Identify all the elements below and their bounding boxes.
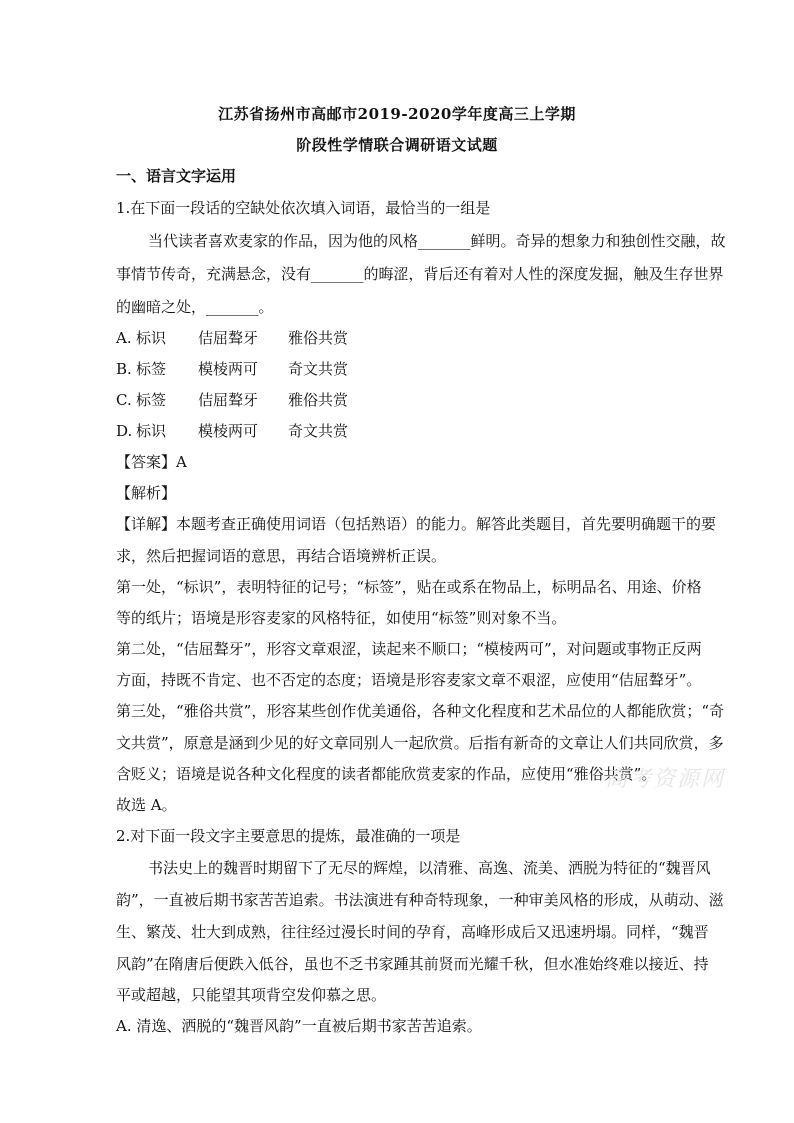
option-word: 雅俗共赏 [288, 391, 349, 409]
q2-passage-line: 风韵”在隋唐后便跌入低谷，虽也不乏书家踵其前贤而光耀千秋，但水准始终难以接近、持 [116, 955, 709, 973]
option-word: 标签 [136, 360, 167, 378]
q1-option-a [116, 328, 349, 348]
q1-option-b [116, 359, 349, 379]
option-word: 标识 [136, 422, 167, 440]
q1-detail-line: 故选 A。 [116, 796, 177, 814]
option-word: 奇文共赏 [288, 360, 349, 378]
q1-option-d [116, 421, 349, 441]
option-word: 模棱两可 [198, 360, 259, 378]
doc-title-line2: 阶段性学情联合调研语文试题 [296, 136, 498, 154]
q1-passage-line: 当代读者喜欢麦家的作品，因为他的风格_______鲜明。奇异的想象力和独创性交融，故 [148, 232, 726, 250]
q1-detail-line: 第二处，“佶屈聱牙”，形容文章艰涩，读起来不顺口；“模棱两可”，对问题或事物正反两 [116, 640, 702, 658]
option-word: 标签 [136, 391, 167, 409]
option-word: 雅俗共赏 [288, 329, 349, 347]
option-letter: B. [116, 360, 132, 378]
option-word: 标识 [136, 329, 167, 347]
q2-passage-line: 书法史上的魏晋时期留下了无尽的辉煌，以清雅、高逸、流美、洒脱为特征的“魏晋风 [148, 859, 711, 877]
q1-detail-line: 文共赏”，原意是涵到少见的好文章同别人一起欣赏。后指有新奇的文章让人们共同欣赏，多 [116, 734, 724, 752]
q1-detail-line: 【详解】本题考查正确使用词语（包括熟语）的能力。解答此类题目，首先要明确题干的要 [116, 515, 717, 533]
option-word: 佶屈聱牙 [198, 329, 259, 347]
option-letter: C. [116, 391, 132, 409]
option-letter: A. [116, 329, 132, 347]
q2-passage-line: 韵”，一直被后期书家苦苦追索。书法演进有种奇特现象，一种审美风格的形成，从萌动、滋 [116, 891, 724, 909]
q2-passage-line: 平或超越，只能望其项背空发仰慕之思。 [116, 986, 387, 1004]
section-heading: 一、语言文字运用 [116, 167, 237, 185]
q1-detail-line: 方面，持既不肯定、也不否定的态度；语境是形容麦家文章不艰涩，应使用“佶屈聱牙”。 [116, 671, 702, 689]
option-letter: D. [116, 422, 133, 440]
q1-option-c [116, 390, 349, 410]
q1-detail-line: 第三处，“雅俗共赏”，形容某些创作优美通俗，各种文化程度和艺术品位的人都能欣赏；“奇 [116, 702, 725, 720]
q1-analysis-label: 【解析】 [116, 484, 177, 502]
q1-detail-line: 含贬义；语境是说各种文化程度的读者都能欣赏麦家的作品，应使用“雅俗共赏”。 [116, 765, 657, 783]
watermark: 高考资源网 [605, 767, 726, 792]
q1-detail-line: 求，然后把握词语的意思，再结合语境辨析正误。 [116, 547, 447, 565]
q1-answer: 【答案】A [116, 453, 187, 471]
option-word: 奇文共赏 [288, 422, 349, 440]
option-word: 佶屈聱牙 [198, 391, 259, 409]
q1-detail-line: 第一处，“标识”，表明特征的记号；“标签”，贴在或系在物品上，标明品名、用途、价格 [116, 578, 702, 596]
doc-title-line1: 江苏省扬州市高邮市2019-2020学年度高三上学期 [218, 105, 576, 123]
q1-passage-line: 的幽暗之处，_______。 [116, 298, 274, 316]
q2-option-a: A. 清逸、洒脱的“魏晋风韵”一直被后期书家苦苦追索。 [116, 1017, 482, 1035]
q2-stem: 2.对下面一段文字主要意思的提炼，最准确的一项是 [116, 827, 461, 845]
q1-passage-line: 事情节传奇，充满悬念，没有_______的晦涩，背后还有着对人性的深度发掘，触及生存世界 [116, 265, 724, 283]
q2-passage-line: 生、繁茂、壮大到成熟，往往经过漫长时间的孕育，高峰形成后又迅速坍塌。同样，“魏晋 [116, 923, 709, 941]
q1-stem: 1.在下面一段话的空缺处依次填入词语，最恰当的一组是 [116, 199, 491, 217]
q1-detail-line: 等的纸片；语境是形容麦家的风格特征，如使用“标签”则对象不当。 [116, 609, 567, 627]
option-word: 模棱两可 [198, 422, 259, 440]
